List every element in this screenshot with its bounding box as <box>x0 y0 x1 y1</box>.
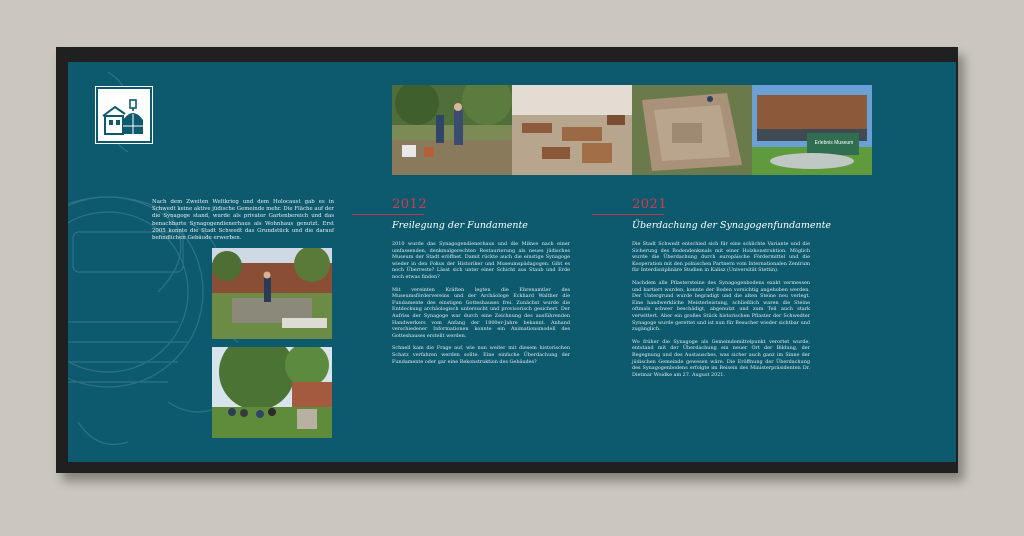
year-2012: 2012 <box>392 197 428 212</box>
paragraph-2021-1: Die Stadt Schwedt entschied sich für eine schlichte Variante und die Sicherung des Bodendenkmals mit einer Holzkonstruktion. Möglich wurde die Überdachung durch europäische Fördermittel und die Kooperation mit den polnischen Partnern vom Internationalen Zentrum für Interdisziplinäre Studien in Kalisz (Universität Stettin). <box>632 241 810 274</box>
paragraph-2012-1: 2010 wurde das Synagogendienerhaus und die Mikwe nach einer umfassenden, denkmalgerechten Restaurierung als neues jüdisches Museum der Stadt eröffnet. Damit rückte auch die einstige Synagoge wieder in den Fokus der Historiker und Museumspädagogen. Gibt es noch Überreste? Lässt sich unter einer Schicht aus Staub und Erde noch etwas finden? <box>392 241 570 280</box>
paragraph-2021-3: Wo früher die Synagoge als Gemeindemittelpunkt verortet wurde, entstand mit der Überdachung ein neuer Ort der Bildung, der Begegnung und des Austausches, was sicher auch ganz im Sinne der jüdischen Gemeinde gewesen wäre. Die Eröffnung der Überdachung des Synagogenbodens erfolgte im Beisein des Ministerpräsidenten Dr. Dietmar Woidke am 27. August 2021. <box>632 338 810 378</box>
column-2012 <box>392 241 570 371</box>
heading-2021: Überdachung der Synagogenfundamente <box>632 220 832 231</box>
erlebnis-museum-building-photo <box>752 85 872 175</box>
museum-logo <box>95 86 153 144</box>
heading-2012: Freilegung der Fundamente <box>392 220 528 231</box>
paragraph-2012-3: Schnell kam die Frage auf, wie nun weiter mit diesem historischen Schatz verfahren werden sollte. Eine einfache Überdachung der Fundamente oder gar eine Rekonstruktion des Gebäudes? <box>392 345 570 365</box>
stone-foundations-photo <box>512 85 632 175</box>
museum-sign-text: Erlebnis Museum <box>814 140 854 146</box>
excavation-team-photo <box>392 85 512 175</box>
paragraph-2021-2: Nachdem alle Pflastersteine des Synagogenbodens exakt vermessen und kartiert wurden, konnte der Boden vorsichtig angehoben werden. Der Untergrund wurde begradigt und die alten Steine neu verlegt. Eine handwerkliche Meisterleistung, schließlich waren die Steine oftmals schwer beschädigt, abgenutzt und zum Teil auch stark verwittert. Aber ein großes Stück historischen Pflaster der Schwedter Synagoge wurde gerettet und ist nun für Besucher wieder sichtbar und zugänglich. <box>632 279 810 333</box>
column-2021 <box>632 241 810 384</box>
year-2021: 2021 <box>632 197 668 212</box>
garden-excavation-photo <box>212 248 332 339</box>
foundation-remains-aerial-photo <box>632 85 752 175</box>
paragraph-2012-2: Mit vereinten Kräften legten die Ehrenamtler des Museumsfördervereins und der Archäologe Eckhard Walther die Fundamente des einstigen Gotteshauses frei. Zunächst wurde die Entdeckung archäologisch untersucht und provisorisch gesichert. Der Aufriss der Synagoge war durch eine Zeichnung des ausführenden Handwerkers vom Anfang der 1800er-Jahre bekannt. Anhand verschiedener Informationen konnte ein Animationsmodell des Gotteshauses erstellt werden. <box>392 286 570 339</box>
intro-text: Nach dem Zweiten Weltkrieg und dem Holocaust gab es in Schwedt keine aktive jüdische Gemeinde mehr. Die Fläche auf der die Synagoge stand, wurde als privater Gartenbereich und das benachbarte Synagogendienerhaus als Wohnhaus genutzt. Erst 2005 konnte die Stadt Schwedt das Grundstück und die darauf befindlichen Gebäude erwerben. <box>152 199 334 242</box>
divider-2021 <box>592 214 664 215</box>
garden-gathering-photo <box>212 347 332 438</box>
divider-2012 <box>352 214 424 215</box>
synagogue-house-icon <box>95 86 153 144</box>
exhibit-panel <box>68 62 956 462</box>
